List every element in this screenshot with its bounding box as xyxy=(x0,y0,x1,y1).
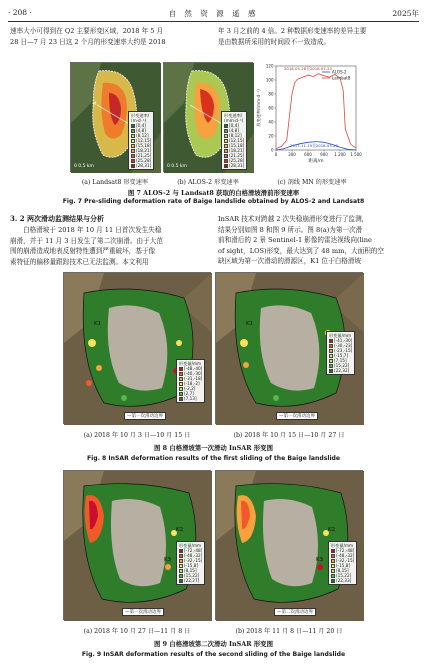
fig7a-caption: (a) Landsat8 形变速率 xyxy=(81,179,149,186)
intro-right xyxy=(218,26,418,47)
series-line-landsat8 xyxy=(276,74,356,149)
legend-item xyxy=(331,578,354,583)
y-tick-label: 80 xyxy=(268,91,274,97)
intro-left xyxy=(10,26,208,47)
header-rule xyxy=(8,21,419,22)
legend-label: Landsat8 xyxy=(332,75,351,81)
legend-label: (22,32] xyxy=(334,368,350,373)
legend-label: (-40,-30] xyxy=(184,371,203,376)
legend-label: (25,28] xyxy=(136,158,152,163)
legend-label: (-48,-32] xyxy=(184,553,203,558)
boundary-legend: —第一次滑动边界 xyxy=(276,412,318,420)
legend-label: (12,15] xyxy=(229,138,245,143)
legend-unit: (mm·d⁻¹) xyxy=(224,118,244,123)
fig9-title-en: Fig. 9 InSAR deformation results of the second sliding of the Baige landslide xyxy=(81,651,346,658)
legend-label: (21,25] xyxy=(136,153,152,158)
legend-label: (15,18] xyxy=(229,143,245,148)
fig9a-caption: (a) 2018 年 10 月 27 日—11 月 8 日 xyxy=(83,628,191,635)
legend-label: (-31,-18] xyxy=(184,376,203,381)
text-line: 前和滑后的 2 景 Sentinel-1 影像的雷达视线向(line xyxy=(218,236,372,245)
fig8b-map xyxy=(215,272,363,424)
text-line: 年 3 月之前的 4 倍。2 种数据形变速率的差异主要 xyxy=(218,27,367,35)
fig8a-caption: (a) 2018 年 10 月 3 日—10 月 15 日 xyxy=(83,432,191,439)
legend-title: 形变量/mm xyxy=(179,361,202,366)
section-heading: 3. 2 两次滑动监测结果与分析 xyxy=(10,214,105,223)
legend-label: (28,31] xyxy=(229,163,245,168)
legend-label: (18,21] xyxy=(136,148,152,153)
y-tick-label: 100 xyxy=(265,77,274,83)
legend-label: (4,8] xyxy=(136,128,146,133)
fig7a-legend xyxy=(128,111,154,170)
text-line: 素特征的偏移量跟踪技术已无法监测。本文利用 xyxy=(10,257,149,266)
fig8a-map xyxy=(63,272,211,424)
legend-label: (7,15] xyxy=(334,358,347,363)
legend-label: [0,4] xyxy=(229,123,239,128)
text-line: 缺区域为第一次滑动的滑源区，K1 位于白格滑坡 xyxy=(218,257,362,266)
x-tick-label: 600 xyxy=(304,152,312,157)
legend-label: (18,21] xyxy=(229,148,245,153)
point-label: K1 xyxy=(94,321,102,327)
legend-label: (8,12] xyxy=(229,133,242,138)
point-label: K3 xyxy=(316,557,324,563)
fig7-title-en: Fig. 7 Pre-sliding deformation rate of Baige landslide obtained by ALOS-2 and Landsat8 xyxy=(62,198,365,205)
legend-label: (-18,-2] xyxy=(184,381,200,386)
legend-label: [-41,-30] xyxy=(334,338,353,343)
y-tick-label: 20 xyxy=(268,133,274,139)
legend-label: (21,25] xyxy=(229,153,245,158)
point-label: K2 xyxy=(176,527,184,533)
fig9a-legend xyxy=(176,541,205,585)
fig9b-caption: (b) 2018 年 11 月 8 日—11 月 20 日 xyxy=(235,628,343,635)
journal-name: 自 然 资 源 遥 感 xyxy=(168,9,259,18)
annotation: 2017-11-19至2018-03-20 xyxy=(290,143,338,148)
legend-label: (-30,-23] xyxy=(334,343,353,348)
svg-text:M: M xyxy=(93,101,97,106)
legend-title: 形变量/mm xyxy=(329,333,352,338)
fig8b-legend xyxy=(326,331,355,375)
point-label: K2 xyxy=(328,527,336,533)
y-tick-label: 0 xyxy=(270,147,274,153)
legend-label: (15,18] xyxy=(136,143,152,148)
x-tick-label: 0 xyxy=(274,152,278,157)
y-tick-label: 60 xyxy=(268,105,274,111)
fig8b-caption: (b) 2018 年 10 月 15 日—10 月 27 日 xyxy=(233,432,345,439)
year: 2025年 xyxy=(392,9,419,18)
fig9b-map xyxy=(215,470,363,620)
scale-bar: 0 0.5 km xyxy=(74,164,94,169)
legend-label: (15,22] xyxy=(334,363,350,368)
text-line: 28 日—7 月 23 日这 2 个月的形变速率大约是 2018 xyxy=(10,37,166,46)
fig8a-legend xyxy=(176,359,205,403)
text-line: 围的崩滑造成地表反射特性遭到严重破坏，基于像 xyxy=(10,247,156,256)
legend-label: (7,13] xyxy=(184,396,197,401)
point-label: K3 xyxy=(164,557,172,563)
legend-item xyxy=(329,368,352,373)
legend-label: [-72,-48] xyxy=(184,548,203,553)
scale-bar: 0 0.5 km xyxy=(167,164,187,169)
legend-title: 形变量/mm xyxy=(179,543,202,548)
boundary-legend: —第一次滑动边界 xyxy=(122,608,164,616)
text-line: 崩滑，并于 11 月 3 日发生了第二次崩滑。由于大范 xyxy=(10,236,163,245)
fig8-title-en: Fig. 8 InSAR deformation results of the first sliding of the Baige landslide xyxy=(86,455,341,462)
legend-label: (-48,-32] xyxy=(336,553,355,558)
y-tick-label: 40 xyxy=(268,119,274,125)
annotation: 2018-05-28至2018-07-23 xyxy=(284,66,332,71)
y-tick-label: 120 xyxy=(265,63,274,69)
legend-label: (-32,-15] xyxy=(184,558,203,563)
legend-label: (-2,2] xyxy=(184,386,196,391)
fig8-title-cn: 图 8 白格滑坡第一次滑动 InSAR 形变图 xyxy=(154,444,273,452)
text-line: InSAR 技术对跨越 2 次失稳崩滑形变进行了监测， xyxy=(218,215,369,223)
legend-label: ALOS-2 xyxy=(332,69,347,75)
fig7c-chart xyxy=(256,60,360,174)
fig7a-map xyxy=(70,62,160,172)
legend-label: (4,8] xyxy=(229,128,239,133)
y-axis-label: 形变速率/(mm·d⁻¹) xyxy=(256,89,261,127)
legend-title: 形变速率/ xyxy=(224,113,243,118)
body-right xyxy=(218,214,420,267)
legend-label: (22,27] xyxy=(184,578,200,583)
legend-item xyxy=(179,578,202,583)
legend-label: (25,28] xyxy=(229,158,245,163)
text-line: 结果分别如图 8 和图 9 所示。图 8(a)为第一次滑 xyxy=(218,225,363,234)
legend-label: (8,15] xyxy=(184,568,197,573)
body-left xyxy=(10,225,210,267)
legend-label: (15,22] xyxy=(184,573,200,578)
legend-label: (-23,-15] xyxy=(334,348,353,353)
legend-label: [-48,-40] xyxy=(184,366,203,371)
legend-label: [-72,-48] xyxy=(336,548,355,553)
fig9a-map xyxy=(63,470,211,620)
fig9-title-cn: 图 9 白格滑坡第二次滑动 InSAR 形变图 xyxy=(154,640,273,648)
fig9b-legend xyxy=(328,541,357,585)
legend-label: [0,4] xyxy=(136,123,146,128)
text-line: 速率大小可得到在 Q2 主要形变区域，2018 年 5 月 xyxy=(10,27,164,35)
legend-label: (15,22] xyxy=(336,573,352,578)
text-line: of sight，LOS)形变，最大达到了 48 mm，大面积的空 xyxy=(218,246,384,255)
legend-label: (-32,-15] xyxy=(336,558,355,563)
legend-item xyxy=(179,396,202,401)
legend-label: (-15,8] xyxy=(336,563,351,568)
legend-label: (-15,8] xyxy=(184,563,199,568)
legend-label: (28,31] xyxy=(136,163,152,168)
running-header xyxy=(8,6,419,20)
legend-item xyxy=(224,163,244,168)
x-tick-label: 1 200 xyxy=(334,152,346,157)
text-line: 是由数据所采用的时间段不一致造成。 xyxy=(218,37,331,46)
x-tick-label: 300 xyxy=(288,152,296,157)
legend-unit: (m·d⁻¹) xyxy=(131,118,147,123)
fig7-title-cn: 图 7 ALOS-2 与 Landsat8 获取的白格滑坡滑前形变速率 xyxy=(127,189,300,197)
boundary-legend: —第一次滑动边界 xyxy=(124,412,166,420)
legend-label: (8,12] xyxy=(136,133,149,138)
fig7b-caption: (b) ALOS-2 形变速率 xyxy=(177,179,239,186)
chart-svg xyxy=(256,60,360,174)
page-number: · 208 · xyxy=(8,8,32,17)
legend-label: (12,15] xyxy=(136,138,152,143)
boundary-legend: —第二次滑动边界 xyxy=(274,608,316,616)
legend-label: (-15,7] xyxy=(334,353,349,358)
legend-title: 形变量/mm xyxy=(331,543,354,548)
x-tick-label: 1 500 xyxy=(350,152,362,157)
legend-title: 形变速率/ xyxy=(131,113,150,118)
fig7c-caption: (c) 剖线 MN 的形变速率 xyxy=(277,179,347,186)
legend-item xyxy=(131,163,151,168)
legend-label: (2,7] xyxy=(184,391,194,396)
x-axis-label: 距离/m xyxy=(308,159,324,164)
legend-label: (8,15] xyxy=(336,568,349,573)
text-line: 白格滑坡于 2018 年 10 月 11 日首次发生失稳 xyxy=(23,226,162,234)
fig7b-map xyxy=(163,62,253,172)
x-tick-label: 900 xyxy=(320,152,328,157)
fig7b-legend xyxy=(221,111,247,170)
legend-label: (22,33] xyxy=(336,578,352,583)
point-label: K1 xyxy=(246,321,254,327)
